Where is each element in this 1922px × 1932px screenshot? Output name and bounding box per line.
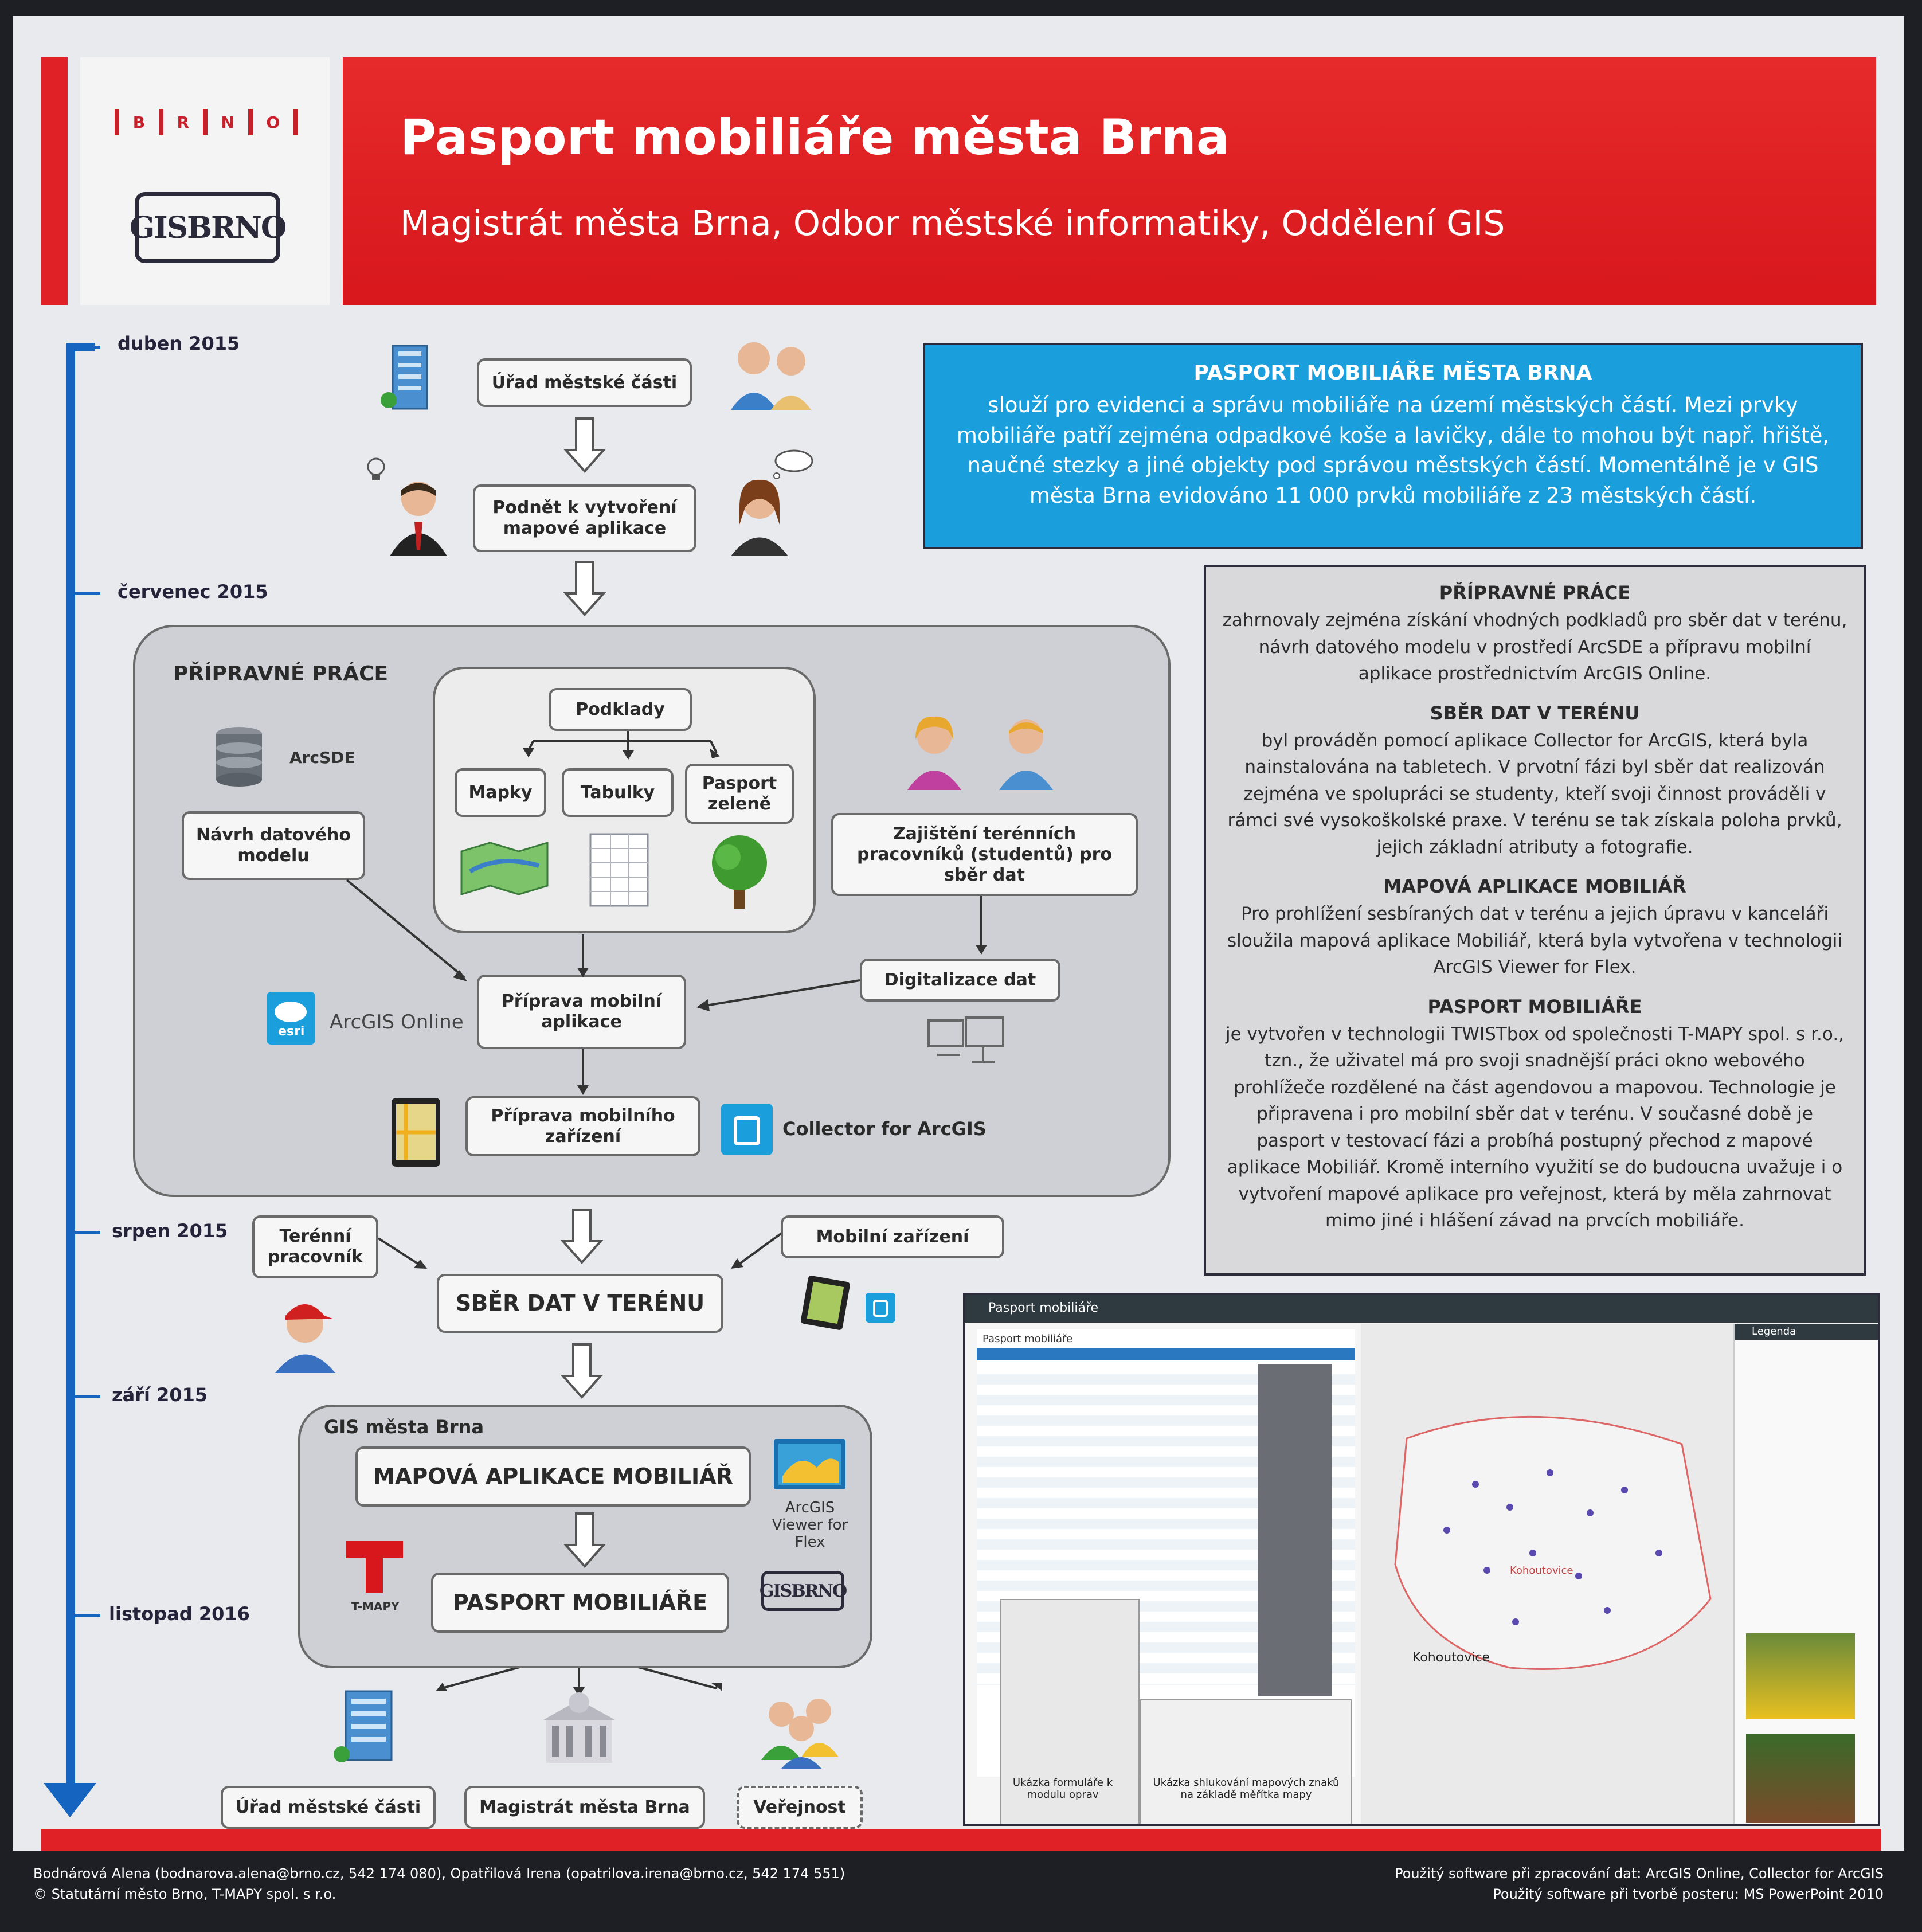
office-building-icon	[331, 1688, 406, 1769]
map-label-red: Kohoutovice	[1510, 1565, 1573, 1577]
header-red-stripe	[41, 57, 68, 305]
page-subtitle: Magistrát města Brna, Odbor městské informatiky, Oddělení GIS	[400, 204, 1505, 244]
gis-mesta-brna-title: GIS města Brna	[324, 1416, 484, 1438]
legend-title: Legenda	[1752, 1325, 1796, 1337]
app-screenshot	[963, 1293, 1880, 1826]
building-icon	[378, 343, 441, 417]
magistrat-building-icon	[538, 1691, 621, 1769]
timeline-date: duben 2015	[118, 333, 240, 354]
digitalizace-dat-box: Digitalizace dat	[860, 959, 1060, 1002]
arrow-down-icon	[565, 562, 605, 616]
arcgis-online-label: ArcGIS Online	[330, 1011, 464, 1034]
thought-bubble-icon	[771, 448, 814, 480]
timeline-tick	[75, 346, 100, 349]
priprava-mobilniho-zarizeni-box: Příprava mobilního zařízení	[465, 1096, 700, 1156]
zajisteni-pracovniku-box: Zajištění terénních pracovníků (studentů) pro sběr dat	[831, 813, 1138, 896]
arrow-down-icon	[562, 1344, 602, 1399]
description-heading: SBĚR DAT V TERÉNU	[1430, 702, 1640, 724]
timeline-tick	[75, 592, 100, 595]
description-text: Pro prohlížení sesbíraných dat v terénu a jejich úpravu v kanceláři sloužila mapová aplikace Mobiliář, která byla vytvořena v technologii ArcGIS Viewer for Flex.	[1227, 904, 1842, 977]
title-bar	[343, 57, 1876, 305]
collector-icon	[721, 1104, 776, 1158]
arcgis-viewer-label: ArcGIS Viewer for Flex	[772, 1499, 848, 1551]
form-caption: Ukázka formuláře k modulu oprav	[1012, 1777, 1113, 1801]
woman-icon	[725, 473, 800, 556]
app-title: Pasport mobiliáře	[988, 1301, 1099, 1315]
podklady-branch-arrows	[527, 731, 717, 760]
arrow-down-icon	[565, 419, 605, 473]
mapky-box: Mapky	[455, 768, 546, 817]
arcgis-viewer-icon	[771, 1436, 848, 1493]
timeline-tick	[75, 1614, 100, 1617]
pripravne-prace-title: PŘÍPRAVNÉ PRÁCE	[173, 662, 389, 686]
footer-software-poster: Použitý software při tvorbě posteru: MS PowerPoint 2010	[1493, 1886, 1884, 1902]
app-tab: Pasport mobiliáře	[982, 1333, 1073, 1345]
tablet-icon	[800, 1276, 851, 1330]
urad-mestske-casti-box: Úřad městské části	[477, 358, 692, 407]
footer-authors: Bodnárová Alena (bodnarova.alena@brno.cz, 542 174 080), Opatřilová Irena (opatrilova.irena@brno.cz, 542 174 551)	[33, 1865, 845, 1882]
tabulky-box: Tabulky	[562, 768, 674, 817]
male-student-icon	[995, 711, 1058, 791]
description-heading: PŘÍPRAVNÉ PRÁCE	[1439, 582, 1631, 604]
pasport-info-heading: PASPORT MOBILIÁŘE MĚSTA BRNA	[1193, 361, 1592, 385]
esri-label: esri	[278, 1024, 305, 1039]
brno-logo	[115, 109, 298, 135]
people-icon	[725, 335, 817, 413]
verejnost-output-box: Veřejnost	[737, 1786, 863, 1829]
gisbrno-logo	[129, 192, 286, 263]
sber-dat-v-terenu-box: SBĚR DAT V TERÉNU	[437, 1274, 723, 1333]
description-text: byl prováděn pomocí aplikace Collector for ArcGIS, která byla nainstalována na tabletech. V prvotní fázi byl sběr dat realizován zejména ve spolupráci se studenty, kteří svoji činnost prováděli v rámci své vysokoškolské praxe. V terénu se tak získala poloha prvků, jejich základní atributy a fotografie.	[1227, 730, 1842, 858]
arrow-down-icon	[562, 1210, 602, 1264]
timeline-line	[66, 343, 75, 1793]
app-map	[1361, 1324, 1733, 1826]
description-heading: MAPOVÁ APLIKACE MOBILIÁŘ	[1383, 875, 1686, 897]
description-text: zahrnovaly zejména získání vhodných podkladů pro sběr dat v terénu, návrh datového modelu v prostředí ArcSDE a přípravu mobilní aplikace prostřednictvím ArcGIS Online.	[1222, 610, 1847, 684]
page-title: Pasport mobiliáře města Brna	[400, 109, 1230, 166]
pasport-info-box	[923, 343, 1863, 549]
magistrat-output-box: Magistrát města Brna	[464, 1786, 705, 1829]
timeline-date: červenec 2015	[118, 581, 268, 603]
man-icon	[387, 476, 450, 556]
app-legend	[1733, 1324, 1880, 1826]
mapova-aplikace-mobiliar-box: MAPOVÁ APLIKACE MOBILIÁŘ	[355, 1446, 751, 1507]
terenni-pracovnik-box: Terénní pracovník	[252, 1215, 378, 1278]
brno-letter-b: B	[132, 112, 146, 132]
collector-label: Collector for ArcGIS	[782, 1118, 987, 1140]
app-toolbar	[965, 1295, 1878, 1323]
spreadsheet-icon	[588, 831, 653, 909]
timeline-date: září 2015	[112, 1384, 208, 1406]
database-icon	[213, 725, 265, 788]
pasport-info-text: slouží pro evidenci a správu mobiliáře na území městských částí. Mezi prvky mobiliáře patří zejména odpadkové koše a lavičky, dále to mohou být např. hřiště, naučné stezky a jiné objekty pod správou městských částí. Momentálně je v GIS města Brna evidováno 11 000 prvků mobiliáře z 23 městských částí.	[956, 393, 1830, 508]
description-heading: PASPORT MOBILIÁŘE	[1427, 995, 1642, 1018]
mobilni-zarizeni-box: Mobilní zařízení	[781, 1215, 1004, 1258]
description-text: je vytvořen v technologii TWISTbox od společnosti T-MAPY spol. s r.o., tzn., že uživatel má pro svoji snadnější práci okno webového prohlížeče rozdělené na část agendovou a mapovou. Technologie je připravena i pro mobilní sběr dat v terénu. V současné době je pasport v testovací fázi a probíhá postupný přechod z mapové aplikace Mobiliář. Kromě interního využití se do budoucna uvažuje i o vytvoření mapové aplikace pro veřejnost, která by měla zahrnovat mimo jiné i hlášení závad na prvcích mobiliáře.	[1225, 1023, 1845, 1231]
timeline-date: listopad 2016	[109, 1603, 250, 1625]
timeline-date: srpen 2015	[112, 1220, 228, 1242]
brno-letter-n: N	[221, 112, 234, 132]
timeline-tick	[75, 1231, 100, 1234]
gisbrno-small-logo-text: GISBRNO	[759, 1581, 847, 1601]
podklady-box: Podklady	[549, 688, 692, 731]
arcsde-label: ArcSDE	[289, 748, 355, 767]
gisbrno-logo-text: GISBRNO	[129, 210, 286, 245]
field-worker-icon	[269, 1290, 341, 1373]
urad-mestske-casti-output-box: Úřad městské části	[221, 1786, 436, 1829]
brno-letter-o: O	[266, 112, 280, 132]
logo-box	[80, 57, 330, 305]
map-label: Kohoutovice	[1412, 1651, 1490, 1665]
brno-letter-r: R	[177, 112, 190, 132]
priprava-mobilni-aplikace-box: Příprava mobilní aplikace	[477, 975, 686, 1049]
pasport-zelene-box: Pasport zeleně	[685, 764, 794, 824]
footer	[13, 1851, 1904, 1918]
navrh-datoveho-modelu-box: Návrh datového modelu	[182, 811, 365, 880]
footer-red-stripe	[41, 1829, 1881, 1852]
computers-icon	[926, 1015, 1006, 1069]
arrow-down-icon	[565, 1513, 605, 1568]
timeline-arrow-icon	[44, 1783, 96, 1817]
footer-copyright: © Statutární město Brno, T-MAPY spol. s r.o.	[33, 1886, 336, 1902]
tablet-map-icon	[389, 1095, 443, 1170]
pasport-mobiliare-box: PASPORT MOBILIÁŘE	[431, 1573, 729, 1633]
tmapy-logo-icon	[343, 1538, 406, 1598]
gisbrno-small-logo	[759, 1571, 847, 1611]
podnet-box: Podnět k vytvoření mapové aplikace	[473, 484, 696, 552]
tree-icon	[708, 831, 771, 912]
tmapy-label: T-MAPY	[351, 1599, 400, 1613]
cluster-caption: Ukázka shlukování mapových znaků na základě měřítka mapy	[1153, 1777, 1340, 1801]
female-student-icon	[903, 711, 966, 791]
public-group-icon	[756, 1691, 847, 1769]
timeline-tick	[75, 1395, 100, 1398]
description-box	[1204, 565, 1866, 1276]
footer-software-data: Použitý software při zpracování dat: ArcGIS Online, Collector for ArcGIS	[1395, 1865, 1884, 1882]
map-icon	[459, 837, 550, 900]
collector-small-icon	[866, 1293, 897, 1324]
